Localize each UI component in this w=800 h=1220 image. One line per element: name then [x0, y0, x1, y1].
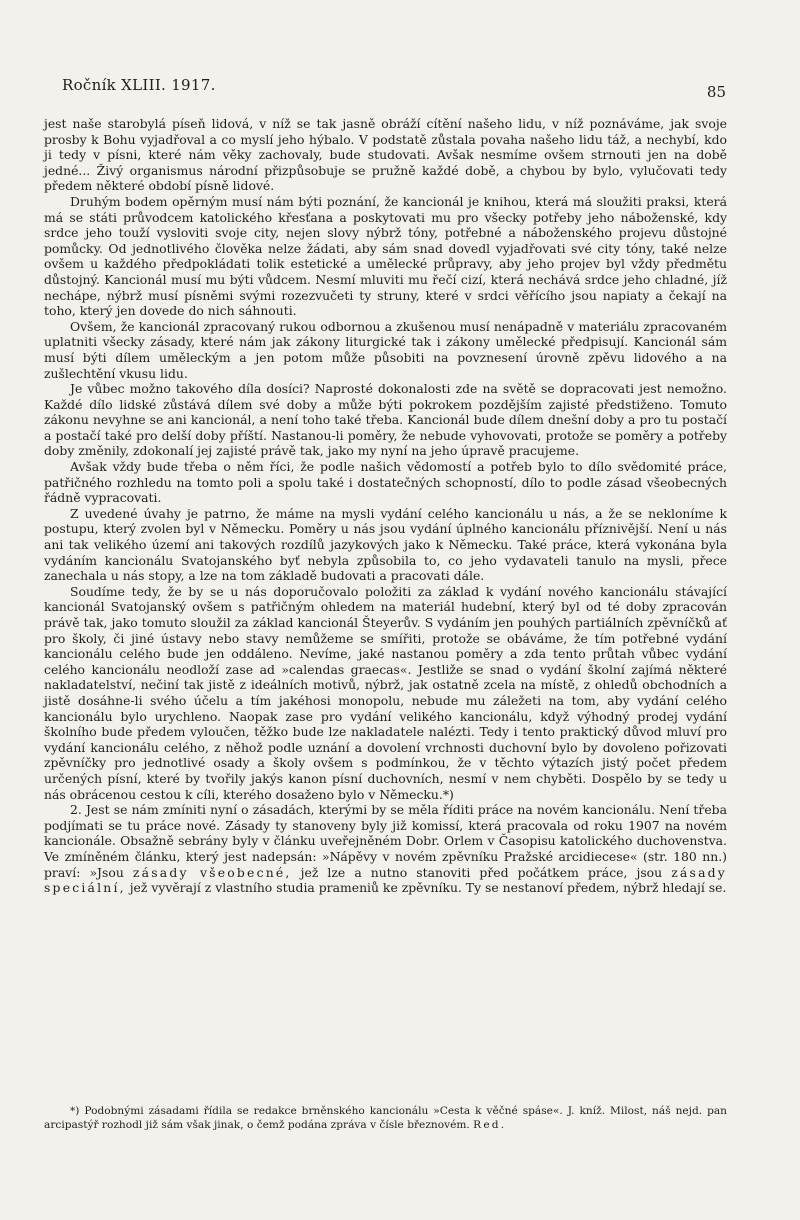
paragraph: Avšak vždy bude třeba o něm říci, že podle našich vědomostí a potřeb bylo to dílo svědomité práce, patřičného rozhledu na tomto poli a spolu také i dostatečných schopností, dílo to podle zásad všeobecných řádně vypracovati.	[44, 459, 727, 506]
article-body	[44, 116, 727, 896]
spaced-emphasis: zásady speciální,	[44, 864, 727, 896]
paragraph: Soudíme tedy, že by se u nás doporučovalo položiti za základ k vydání nového kancionálu stávající kancionál Svatojanský ovšem s patřičným ohledem na materiál hudební, který byl od té doby zpracován právě tak, jako tomuto sloužil za základ kancionál Šteyerův. S vydáním jen pouhých partiálních zpěvníčků ať pro školy, či jiné ústavy nebo stavy nemůžeme se smířiti, protože se obáváme, že tím potřebné vydání kancionálu celého bude jen oddáleno. Nevíme, jaké nastanou poměry a zda tento průtah vůbec vydání celého kancionálu neodloží zase ad »calendas graecas«. Jestliže se snad o vydání školní zajímá některé nakladatelství, nečiní tak jistě z ideálních motivů, nýbrž, jak ostatně zcela na místě, z ohledů obchodních a jistě dosáhne-li svého účelu a tím jakéhosi monopolu, nebude mu záležeti na tom, aby vydání celého kancionálu bylo urychleno. Naopak zase pro vydání velikého kancionálu, když výhodný prodej vydání školního bude předem vyloučen, těžko bude lze nakladatele nalézti. Tedy i tento praktický důvod mluví pro vydání kancionálu celého, z něhož podle uznání a dovolení vrchnosti duchovní bylo by dovoleno pořizovati zpěvníčky pro jednotlivé osady a školy ovšem s podmínkou, že v těchto výtazích jistý počet předem určených písní, které by tvořily jakýs kanon písní duchovních, nesmí v nem chyběti. Dospělo by se tedy u nás obrácenou cestou k cíli, kterého dosaženo bylo v Německu.*)	[44, 583, 727, 802]
spaced-emphasis: zásady všeobecné,	[132, 864, 292, 880]
paragraph-last	[44, 802, 727, 896]
paragraph-text: jež lze a nutno stanoviti před počátkem práce, jsou	[291, 864, 672, 880]
paragraph: Ovšem, že kancionál zpracovaný rukou odbornou a zkušenou musí nenápadně v materiálu zpracovaném uplatniti všecky zásady, které nám jak zákony liturgické tak i zákony umělecké předpisují. Kancionál sám musí býti dílem uměleckým a jen potom může působiti na povznesení úrovně zpěvu lidového a na zušlechtění vkusu lidu.	[44, 318, 727, 381]
page-number: 85	[706, 83, 726, 101]
paragraph: Z uvedené úvahy je patrno, že máme na mysli vydání celého kancionálu u nás, a že se nekloníme k postupu, který zvolen byl v Německu. Poměry u nás jsou vydání úplného kancionálu příznivější. Není u nás ani tak velikého území ani takových rozdílů jazykových jako k Německu. Také práce, která vykonána byla vydáním kancionálu Svatojanského byť nebyla způsobila to, co jeho vydavateli tanulo na mysli, přece zanechala u nás stopy, a lze na tom základě budovati a pracovati dále.	[44, 505, 727, 584]
running-head: Ročník XLIII. 1917.	[62, 76, 216, 94]
paragraph: Druhým bodem opěrným musí nám býti poznání, že kancionál je knihou, která má sloužiti praksi, která má se státi průvodcem katolického křesťana a poskytovati mu pro všecky potřeby jeho náboženské, kdy srdce jeho touží vysloviti svoje city, nejen slovy nýbrž tóny, potřebné a náboženského projevu důstojné pomůcky. Od jednotlivého člověka nelze žádati, aby sám snad dovedl vyjadřovati své city tóny, také nelze ovšem u každého předpokládati tolik estetické a umělecké průpravy, aby jeho projev byl vždy předmětu důstojný. Kancionál musí mu býti vůdcem. Nesmí mluviti mu řečí cizí, která nechává srdce jeho chladné, jíž nechápe, nýbrž musí písněmi svými rozezvučeti ty struny, které v srdci věřícího jsou napiaty a čekají na toho, který jen dovede do nich sáhnouti.	[44, 193, 727, 319]
paragraph-text: 2. Jest se nám zmíniti nyní o zásadách, kterými by se měla říditi práce na novém kancionálu. Není třeba podjímati se tu práce nové. Zásady ty stanoveny byly již komissí, která pracovala od roku 1907 na novém kancionále. Obsažně sebrány byly v článku uveřejněném Dobr. Orlem v Časopisu katolického duchovenstva. Ve zmíněném článku, který jest nadepsán: »Nápěvy v novém zpěvníku Pražské arcidiecese« (str. 180 nn.) praví: »Jsou	[44, 802, 727, 880]
paragraph-text: jež vyvěrají z vlastního studia prameniů ke zpěvníku. Ty se nestanoví předem, nýbrž hledají se.	[125, 880, 727, 896]
footnote-signature: Red.	[473, 1118, 507, 1131]
paragraph: jest naše starobylá píseň lidová, v níž se tak jasně obráží cítění našeho lidu, v níž poznáváme, jak svoje prosby k Bohu vyjadřoval a co myslí jeho hýbalo. V podstatě zůstala povaha našeho lidu táž, a nechybí, kdo ji tedy v písni, které nám věky zachovaly, bude studovati. Avšak nesmíme ovšem strnouti jen na době jedné... Živý organismus národní přizpůsobuje se pružně každé době, a chybou by bylo, vylučovati tedy předem některé období písně lidové.	[44, 116, 727, 194]
footnote-text: *) Podobnými zásadami řídila se redakce brněnského kancionálu »Cesta k věčné spáse«. J. kníž. Milost, náš nejd. pan arcipastýř rozhodl již sám však jinak, o čemž podána zpráva v čísle březnovém.	[44, 1105, 727, 1131]
paragraph: Je vůbec možno takového díla dosíci? Naprosté dokonalosti zde na světě se dopracovati jest nemožno. Každé dílo lidské zůstává dílem své doby a může býti pokrokem pozdějším zajisté předstiženo. Tomuto zákonu nevyhne se ani kancionál, a není toho také třeba. Kancionál bude dílem dnešní doby a pro tu postačí a postačí také pro delší doby příští. Nastanou-li poměry, že nebude vyhovovati, protože se poměry a potřeby doby změnily, zdokonalí jej zajisté právě tak, jako my nyní na jeho úpravě pracujeme.	[44, 381, 727, 459]
footnote	[44, 1105, 727, 1132]
